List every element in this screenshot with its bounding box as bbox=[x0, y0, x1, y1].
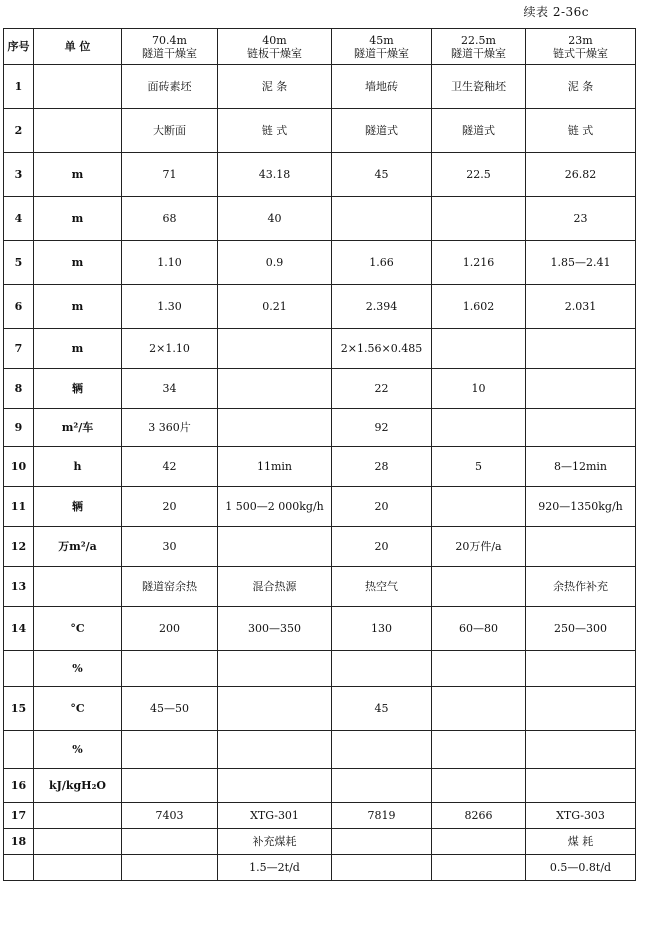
value-cell bbox=[122, 731, 218, 769]
value-cell bbox=[122, 769, 218, 803]
value-cell: 30 bbox=[122, 527, 218, 567]
unit-cell: % bbox=[34, 731, 122, 769]
unit-cell: m bbox=[34, 153, 122, 197]
table-row bbox=[4, 329, 636, 369]
value-cell bbox=[432, 855, 526, 881]
value-cell: 20 bbox=[332, 527, 432, 567]
table-row bbox=[4, 731, 636, 769]
value-cell bbox=[332, 197, 432, 241]
value-cell bbox=[526, 651, 636, 687]
value-cell: 250—300 bbox=[526, 607, 636, 651]
value-cell bbox=[432, 567, 526, 607]
table-row bbox=[4, 803, 636, 829]
value-cell bbox=[218, 651, 332, 687]
value-cell: 煤 耗 bbox=[526, 829, 636, 855]
value-cell bbox=[432, 197, 526, 241]
value-cell bbox=[526, 687, 636, 731]
table-row bbox=[4, 197, 636, 241]
table-row bbox=[4, 855, 636, 881]
unit-cell: 万m²/a bbox=[34, 527, 122, 567]
value-cell bbox=[526, 769, 636, 803]
row-number: 18 bbox=[4, 829, 34, 855]
value-cell bbox=[332, 651, 432, 687]
row-number bbox=[4, 855, 34, 881]
table-row bbox=[4, 447, 636, 487]
unit-cell: m bbox=[34, 197, 122, 241]
table-row bbox=[4, 109, 636, 153]
value-cell: 2.394 bbox=[332, 285, 432, 329]
value-cell bbox=[432, 487, 526, 527]
value-cell: 1 500—2 000kg/h bbox=[218, 487, 332, 527]
value-cell bbox=[526, 369, 636, 409]
table-row bbox=[4, 769, 636, 803]
value-cell: 60—80 bbox=[432, 607, 526, 651]
row-number: 5 bbox=[4, 241, 34, 285]
value-cell bbox=[122, 651, 218, 687]
value-cell: 1.216 bbox=[432, 241, 526, 285]
value-cell: 22 bbox=[332, 369, 432, 409]
table-row bbox=[4, 153, 636, 197]
unit-cell: % bbox=[34, 651, 122, 687]
value-cell: 墙地砖 bbox=[332, 65, 432, 109]
value-cell: 面砖素坯 bbox=[122, 65, 218, 109]
unit-cell: kJ/kgH₂O bbox=[34, 769, 122, 803]
value-cell: 混合热源 bbox=[218, 567, 332, 607]
value-cell: 20 bbox=[122, 487, 218, 527]
row-number: 7 bbox=[4, 329, 34, 369]
row-number: 4 bbox=[4, 197, 34, 241]
value-cell bbox=[432, 829, 526, 855]
unit-cell bbox=[34, 109, 122, 153]
value-cell bbox=[526, 329, 636, 369]
value-cell: 补充煤耗 bbox=[218, 829, 332, 855]
unit-cell: m bbox=[34, 329, 122, 369]
value-cell: 3 360片 bbox=[122, 409, 218, 447]
unit-cell bbox=[34, 829, 122, 855]
value-cell: 200 bbox=[122, 607, 218, 651]
value-cell: 40 bbox=[218, 197, 332, 241]
value-cell: 链 式 bbox=[526, 109, 636, 153]
table-row bbox=[4, 285, 636, 329]
header-unit: 单 位 bbox=[34, 29, 122, 65]
value-cell: 隧道窑余热 bbox=[122, 567, 218, 607]
value-cell: 8266 bbox=[432, 803, 526, 829]
value-cell bbox=[218, 687, 332, 731]
value-cell: 余热作补充 bbox=[526, 567, 636, 607]
row-number: 9 bbox=[4, 409, 34, 447]
row-number: 2 bbox=[4, 109, 34, 153]
table-row bbox=[4, 567, 636, 607]
value-cell: 链 式 bbox=[218, 109, 332, 153]
value-cell bbox=[332, 769, 432, 803]
row-number: 16 bbox=[4, 769, 34, 803]
unit-cell: m bbox=[34, 241, 122, 285]
value-cell: 热空气 bbox=[332, 567, 432, 607]
value-cell: 0.21 bbox=[218, 285, 332, 329]
value-cell: 42 bbox=[122, 447, 218, 487]
value-cell: 34 bbox=[122, 369, 218, 409]
value-cell bbox=[218, 769, 332, 803]
row-number: 8 bbox=[4, 369, 34, 409]
value-cell: 20万件/a bbox=[432, 527, 526, 567]
unit-cell bbox=[34, 803, 122, 829]
value-cell: 0.5—0.8t/d bbox=[526, 855, 636, 881]
value-cell: XTG-301 bbox=[218, 803, 332, 829]
table-row bbox=[4, 607, 636, 651]
unit-cell bbox=[34, 855, 122, 881]
value-cell: 130 bbox=[332, 607, 432, 651]
unit-cell: m²/车 bbox=[34, 409, 122, 447]
header-col1: 70.4m 隧道干燥室 bbox=[122, 29, 218, 65]
unit-cell: 辆 bbox=[34, 487, 122, 527]
row-number bbox=[4, 731, 34, 769]
value-cell bbox=[432, 409, 526, 447]
value-cell: 1.85—2.41 bbox=[526, 241, 636, 285]
value-cell: 68 bbox=[122, 197, 218, 241]
row-number: 14 bbox=[4, 607, 34, 651]
value-cell: 0.9 bbox=[218, 241, 332, 285]
row-number: 13 bbox=[4, 567, 34, 607]
value-cell: 22.5 bbox=[432, 153, 526, 197]
table-row bbox=[4, 241, 636, 285]
value-cell: 23 bbox=[526, 197, 636, 241]
value-cell: 26.82 bbox=[526, 153, 636, 197]
value-cell: 20 bbox=[332, 487, 432, 527]
row-number: 3 bbox=[4, 153, 34, 197]
table-row bbox=[4, 487, 636, 527]
table-row bbox=[4, 651, 636, 687]
value-cell bbox=[526, 409, 636, 447]
value-cell: 1.10 bbox=[122, 241, 218, 285]
value-cell: 45—50 bbox=[122, 687, 218, 731]
table-row bbox=[4, 65, 636, 109]
row-number bbox=[4, 651, 34, 687]
value-cell bbox=[218, 369, 332, 409]
unit-cell: h bbox=[34, 447, 122, 487]
row-number: 17 bbox=[4, 803, 34, 829]
value-cell: 2.031 bbox=[526, 285, 636, 329]
value-cell: 泥 条 bbox=[526, 65, 636, 109]
header-no: 序号 bbox=[4, 29, 34, 65]
row-number: 1 bbox=[4, 65, 34, 109]
row-number: 12 bbox=[4, 527, 34, 567]
value-cell bbox=[122, 855, 218, 881]
value-cell: 1.30 bbox=[122, 285, 218, 329]
value-cell bbox=[218, 731, 332, 769]
value-cell: 大断面 bbox=[122, 109, 218, 153]
value-cell: 10 bbox=[432, 369, 526, 409]
unit-cell: m bbox=[34, 285, 122, 329]
value-cell bbox=[432, 769, 526, 803]
table-row bbox=[4, 369, 636, 409]
header-col2: 40m 链板干燥室 bbox=[218, 29, 332, 65]
value-cell bbox=[432, 651, 526, 687]
header-col3: 45m 隧道干燥室 bbox=[332, 29, 432, 65]
value-cell: 7403 bbox=[122, 803, 218, 829]
header-row bbox=[4, 29, 636, 65]
row-number: 15 bbox=[4, 687, 34, 731]
value-cell: 300—350 bbox=[218, 607, 332, 651]
value-cell: 1.602 bbox=[432, 285, 526, 329]
value-cell: 45 bbox=[332, 687, 432, 731]
value-cell bbox=[218, 527, 332, 567]
table-row bbox=[4, 687, 636, 731]
unit-cell: °C bbox=[34, 607, 122, 651]
value-cell: 泥 条 bbox=[218, 65, 332, 109]
table-row bbox=[4, 527, 636, 567]
value-cell bbox=[218, 329, 332, 369]
value-cell: 11min bbox=[218, 447, 332, 487]
row-number: 10 bbox=[4, 447, 34, 487]
value-cell bbox=[526, 527, 636, 567]
value-cell: 28 bbox=[332, 447, 432, 487]
value-cell bbox=[332, 731, 432, 769]
unit-cell bbox=[34, 567, 122, 607]
value-cell: 8—12min bbox=[526, 447, 636, 487]
value-cell: 卫生瓷釉坯 bbox=[432, 65, 526, 109]
value-cell: 1.5—2t/d bbox=[218, 855, 332, 881]
value-cell: 2×1.56×0.485 bbox=[332, 329, 432, 369]
unit-cell: °C bbox=[34, 687, 122, 731]
value-cell bbox=[432, 731, 526, 769]
value-cell bbox=[218, 409, 332, 447]
table-row bbox=[4, 829, 636, 855]
value-cell: 43.18 bbox=[218, 153, 332, 197]
value-cell: 92 bbox=[332, 409, 432, 447]
value-cell: 2×1.10 bbox=[122, 329, 218, 369]
value-cell bbox=[122, 829, 218, 855]
value-cell bbox=[332, 829, 432, 855]
unit-cell bbox=[34, 65, 122, 109]
value-cell: 45 bbox=[332, 153, 432, 197]
value-cell bbox=[432, 687, 526, 731]
value-cell bbox=[432, 329, 526, 369]
table-row bbox=[4, 409, 636, 447]
row-number: 11 bbox=[4, 487, 34, 527]
header-col4: 22.5m 隧道干燥室 bbox=[432, 29, 526, 65]
unit-cell: 辆 bbox=[34, 369, 122, 409]
value-cell: 1.66 bbox=[332, 241, 432, 285]
value-cell: 隧道式 bbox=[432, 109, 526, 153]
header-col5: 23m 链式干燥室 bbox=[526, 29, 636, 65]
value-cell: 隧道式 bbox=[332, 109, 432, 153]
table-caption: 续表 2-36c bbox=[523, 5, 589, 19]
data-table bbox=[3, 28, 636, 881]
value-cell: 7819 bbox=[332, 803, 432, 829]
value-cell: 920—1350kg/h bbox=[526, 487, 636, 527]
value-cell: XTG-303 bbox=[526, 803, 636, 829]
value-cell: 5 bbox=[432, 447, 526, 487]
row-number: 6 bbox=[4, 285, 34, 329]
value-cell: 71 bbox=[122, 153, 218, 197]
value-cell bbox=[526, 731, 636, 769]
value-cell bbox=[332, 855, 432, 881]
